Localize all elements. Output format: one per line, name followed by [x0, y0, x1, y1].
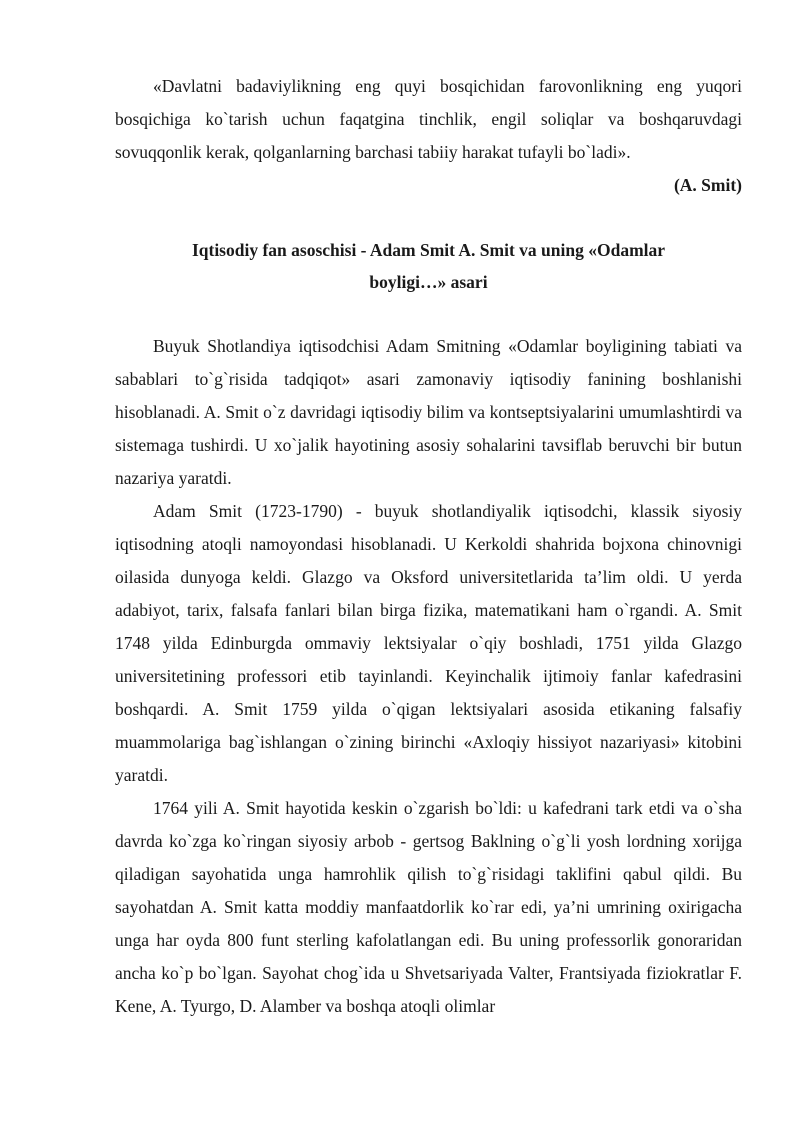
body-paragraph-3: 1764 yili A. Smit hayotida keskin o`zgarish bo`ldi: u kafedrani tark etdi va o`sha davrda ko`zga ko`ringan siyosiy arbob - gertsog Baklning o`g`li yosh lordning xorijga qiladigan sayohatida unga hamrohlik qilish to`g`risidagi taklifini qabul qildi. Bu sayohatdan A. Smit katta moddiy manfaatdorlik ko`rar edi, ya’ni umrining oxirigacha unga har oyda 800 funt sterling kafolatlangan edi. Bu uning professorlik gonoraridan ancha ko`p bo`lgan. Sayohat chog`ida u Shvetsariyada Valter, Frantsiyada fiziokratlar F. Kene, A. Tyurgo, D. Alamber va boshqa atoqli olimlar: [115, 798, 742, 1016]
section-heading: [115, 234, 742, 298]
epigraph-author: (A. Smit): [673, 175, 742, 195]
section-heading-line-2: boyligi…» asari: [369, 272, 488, 292]
body-paragraph-2: Adam Smit (1723-1790) - buyuk shotlandiyalik iqtisodchi, klassik siyosiy iqtisodning atoqli namoyondasi hisoblanadi. U Kerkoldi shahrida bojxona chinovnigi oilasida dunyoga keldi. Glazgo va Oksford universitetlarida ta’lim oldi. U yerda adabiyot, tarix, falsafa fanlari bilan birga fizika, matematikani ham o`rgandi. A. Smit 1748 yilda Edinburgda ommaviy lektsiyalar o`qiy boshladi, 1751 yilda Glazgo universitetining professori etib tayinlandi. Keyinchalik ijtimoiy fanlar kafedrasini boshqardi. A. Smit 1759 yilda o`qigan lektsiyalari asosida etikaning falsafiy muammolariga bag`ishlangan o`zining birinchi «Axloqiy hissiyot nazariyasi» kitobini yaratdi.: [115, 501, 742, 785]
body-paragraph-1: Buyuk Shotlandiya iqtisodchisi Adam Smitning «Odamlar boyligining tabiati va sabablari to`g`risida tadqiqot» asari zamonaviy iqtisodiy fanining boshlanishi hisoblanadi. A. Smit o`z davridagi iqtisodiy bilim va kontseptsiyalarini umumlashtirdi va sistemaga tushirdi. U xo`jalik hayotining asosiy sohalarini tavsiflab beruvchi bir butun nazariya yaratdi.: [115, 336, 742, 488]
document-page: [115, 70, 742, 1023]
section-heading-line-1: Iqtisodiy fan asoschisi - Adam Smit A. Smit va uning «Odamlar: [191, 240, 666, 260]
epigraph-quote: «Davlatni badaviylikning eng quyi bosqichidan farovonlikning eng yuqori bosqichiga ko`tarish uchun faqatgina tinchlik, engil soliqlar va boshqaruvdagi sovuqqonlik kerak, qolganlarning barchasi tabiiy harakat tufayli bo`ladi».: [115, 76, 742, 162]
